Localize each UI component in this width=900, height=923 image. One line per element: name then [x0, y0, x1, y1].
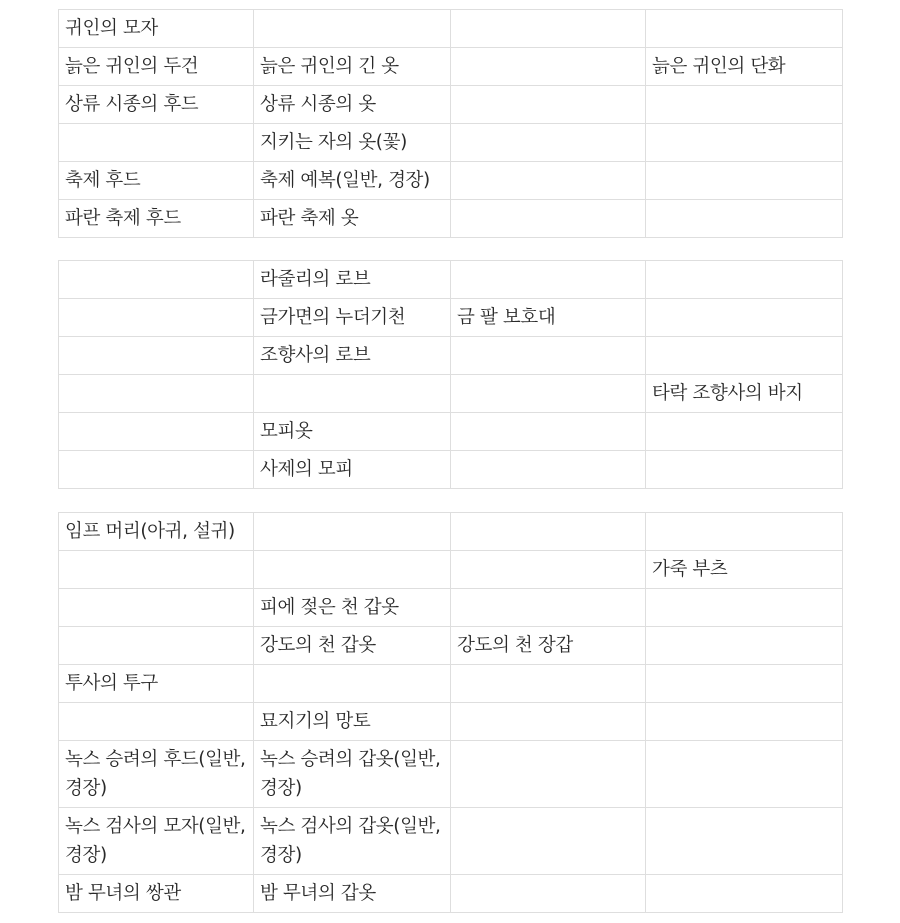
table-cell [451, 703, 646, 741]
table-cell: 파란 축제 후드 [59, 200, 254, 238]
table-cell: 금가면의 누더기천 [254, 299, 451, 337]
table-cell: 지키는 자의 옷(꽃) [254, 124, 451, 162]
table-row [59, 808, 843, 875]
table-cell [451, 875, 646, 913]
table-cell [451, 162, 646, 200]
table-row [59, 48, 843, 86]
table-cell: 늙은 귀인의 긴 옷 [254, 48, 451, 86]
table-row [59, 741, 843, 808]
table-cell: 모피옷 [254, 413, 451, 451]
table-cell [59, 337, 254, 375]
table-row [59, 162, 843, 200]
table-cell: 강도의 천 장갑 [451, 627, 646, 665]
table-cell [646, 413, 843, 451]
table-cell: 녹스 검사의 모자(일반, 경장) [59, 808, 254, 875]
table-row [59, 551, 843, 589]
table-cell: 상류 시종의 후드 [59, 86, 254, 124]
armor-table-3 [58, 512, 843, 913]
table-cell [646, 337, 843, 375]
table-row [59, 413, 843, 451]
table-row [59, 703, 843, 741]
table-cell: 파란 축제 옷 [254, 200, 451, 238]
table-cell [451, 261, 646, 299]
table-cell [59, 375, 254, 413]
table-cell [646, 299, 843, 337]
table-cell [451, 589, 646, 627]
table-cell: 묘지기의 망토 [254, 703, 451, 741]
table-cell: 라줄리의 로브 [254, 261, 451, 299]
table-cell [646, 124, 843, 162]
table-cell [451, 124, 646, 162]
table-row [59, 337, 843, 375]
table-cell [254, 375, 451, 413]
table-cell [646, 513, 843, 551]
table-cell: 투사의 투구 [59, 665, 254, 703]
table-cell: 가죽 부츠 [646, 551, 843, 589]
table-cell: 녹스 승려의 후드(일반, 경장) [59, 741, 254, 808]
table-cell [254, 551, 451, 589]
table-cell: 늙은 귀인의 두건 [59, 48, 254, 86]
table-cell: 녹스 검사의 갑옷(일반, 경장) [254, 808, 451, 875]
table-row [59, 589, 843, 627]
table-cell [451, 86, 646, 124]
table-cell [646, 10, 843, 48]
table-cell [59, 451, 254, 489]
table-cell [451, 451, 646, 489]
table-cell [451, 200, 646, 238]
table-cell [451, 375, 646, 413]
table-cell [646, 589, 843, 627]
table-cell [646, 741, 843, 808]
table-cell [646, 162, 843, 200]
armor-table-2 [58, 260, 843, 489]
table-cell [646, 875, 843, 913]
table-cell [451, 337, 646, 375]
table-row [59, 375, 843, 413]
table-cell: 조향사의 로브 [254, 337, 451, 375]
table-cell: 밤 무녀의 쌍관 [59, 875, 254, 913]
table-cell [59, 261, 254, 299]
table-cell [646, 261, 843, 299]
table-cell: 강도의 천 갑옷 [254, 627, 451, 665]
table-row [59, 124, 843, 162]
table-cell [59, 703, 254, 741]
table-cell [451, 10, 646, 48]
table-cell [254, 665, 451, 703]
table-row [59, 299, 843, 337]
table-cell: 축제 예복(일반, 경장) [254, 162, 451, 200]
table-row [59, 451, 843, 489]
table-cell [451, 551, 646, 589]
table-row [59, 86, 843, 124]
table-cell [451, 741, 646, 808]
table-row [59, 665, 843, 703]
table-row [59, 10, 843, 48]
table-cell [254, 10, 451, 48]
table-cell [646, 200, 843, 238]
table-cell [646, 808, 843, 875]
table-cell: 녹스 승려의 갑옷(일반, 경장) [254, 741, 451, 808]
table-row [59, 261, 843, 299]
table-row [59, 200, 843, 238]
table-cell: 밤 무녀의 갑옷 [254, 875, 451, 913]
table-cell [646, 451, 843, 489]
table-cell [59, 299, 254, 337]
table-cell: 사제의 모피 [254, 451, 451, 489]
table-cell: 귀인의 모자 [59, 10, 254, 48]
table-cell: 금 팔 보호대 [451, 299, 646, 337]
table-cell [451, 413, 646, 451]
table-cell: 임프 머리(아귀, 설귀) [59, 513, 254, 551]
table-cell [254, 513, 451, 551]
table-cell [646, 627, 843, 665]
table-row [59, 875, 843, 913]
table-cell: 늙은 귀인의 단화 [646, 48, 843, 86]
table-cell [451, 665, 646, 703]
table-cell [59, 413, 254, 451]
table-cell: 피에 젖은 천 갑옷 [254, 589, 451, 627]
table-row [59, 627, 843, 665]
table-cell [646, 665, 843, 703]
table-row [59, 513, 843, 551]
table-cell: 타락 조향사의 바지 [646, 375, 843, 413]
table-cell [646, 703, 843, 741]
table-cell [451, 808, 646, 875]
table-cell [59, 551, 254, 589]
table-cell [646, 86, 843, 124]
table-cell: 상류 시종의 옷 [254, 86, 451, 124]
table-cell: 축제 후드 [59, 162, 254, 200]
table-cell [451, 513, 646, 551]
table-cell [451, 48, 646, 86]
table-cell [59, 627, 254, 665]
armor-table-1 [58, 9, 843, 238]
table-cell [59, 124, 254, 162]
table-cell [59, 589, 254, 627]
